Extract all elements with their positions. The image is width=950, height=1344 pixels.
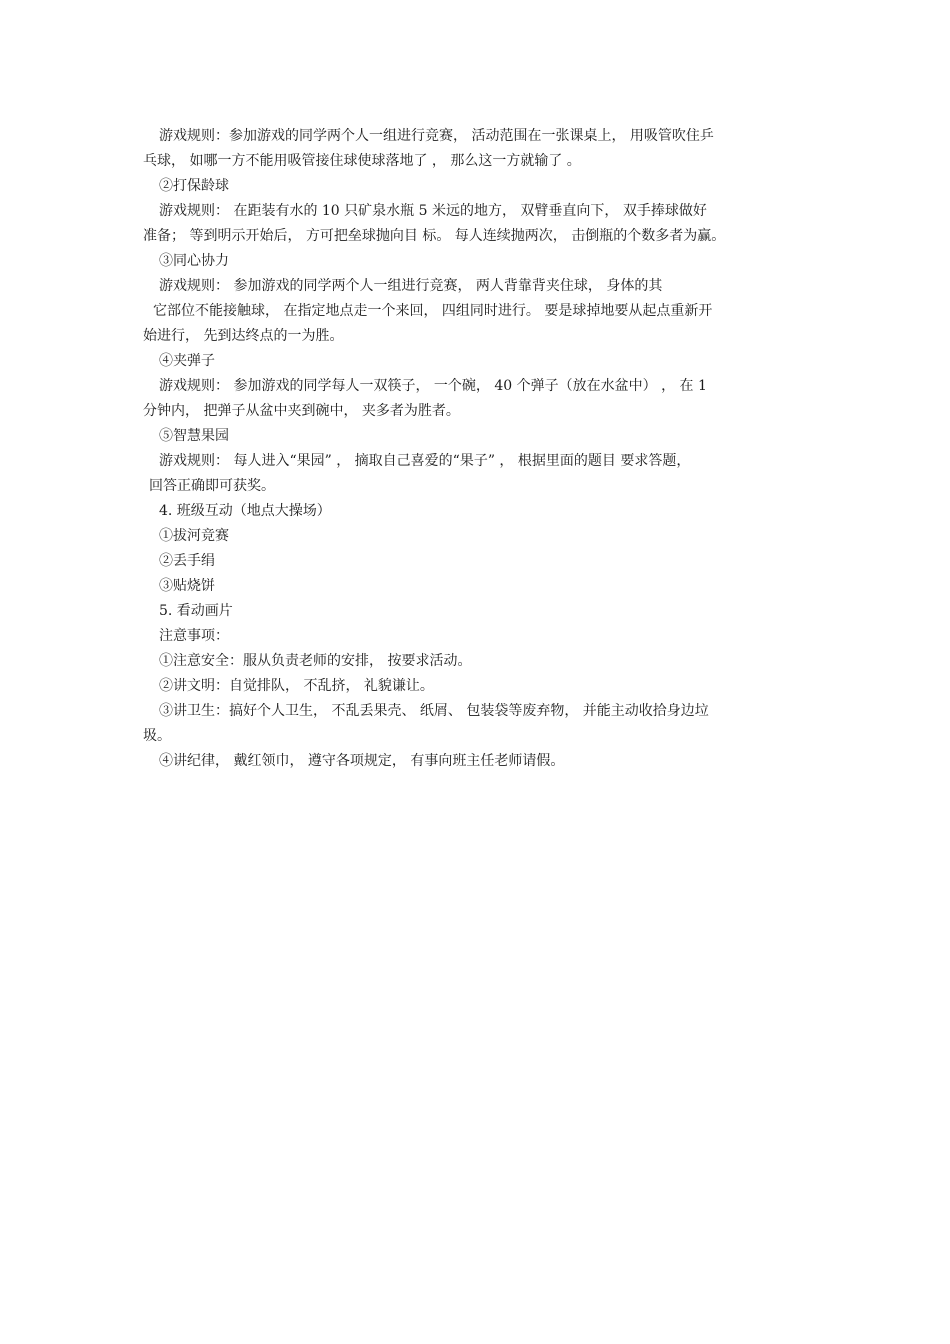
text-line: ③讲卫生：搞好个人卫生， 不乱丢果壳、 纸屑、 包装袋等废弃物， 并能主动收拾身边垃 — [159, 703, 709, 719]
text-line: ④夹弹子 — [159, 353, 215, 369]
text-line: 注意事项： — [159, 628, 229, 644]
text-line: ⑤智慧果园 — [159, 428, 229, 444]
text-line: 5. 看动画片 — [159, 603, 233, 619]
text-line: 游戏规则： 参加游戏的同学每人一双筷子， 一个碗， 40 个弹子（放在水盆中） ， 在 1 — [159, 378, 707, 394]
text-line: 游戏规则： 每人进入“果园” ， 摘取自己喜爱的“果子” ， 根据里面的题目 要求答题， — [159, 453, 691, 469]
text-line: 准备； 等到明示开始后， 方可把垒球抛向目 标。 每人连续抛两次， 击倒瓶的个数多者为赢。 — [143, 228, 726, 244]
text-line: 分钟内， 把弹子从盆中夹到碗中， 夹多者为胜者。 — [143, 403, 460, 419]
text-line: ①拔河竞赛 — [159, 528, 229, 544]
document-body — [143, 124, 833, 774]
text-line: ①注意安全：服从负责老师的安排， 按要求活动。 — [159, 653, 472, 669]
text-line: 始进行， 先到达终点的一为胜。 — [143, 328, 344, 344]
text-line: 4. 班级互动（地点大操场） — [159, 503, 331, 519]
text-line: ②讲文明：自觉排队， 不乱挤， 礼貌谦让。 — [159, 678, 434, 694]
text-line: ④讲纪律， 戴红领巾， 遵守各项规定， 有事向班主任老师请假。 — [159, 753, 565, 769]
text-line: 游戏规则：参加游戏的同学两个人一组进行竞赛， 活动范围在一张课桌上， 用吸管吹住乒 — [159, 128, 714, 144]
text-line: ③贴烧饼 — [159, 578, 215, 594]
text-line: 它部位不能接触球， 在指定地点走一个来回， 四组同时进行。 要是球掉地要从起点重新开 — [153, 303, 713, 319]
text-line: 游戏规则： 在距装有水的 10 只矿泉水瓶 5 米远的地方， 双臂垂直向下， 双手捧球做好 — [159, 203, 707, 219]
text-line: ②丢手绢 — [159, 553, 215, 569]
text-line: 游戏规则： 参加游戏的同学两个人一组进行竞赛， 两人背靠背夹住球， 身体的其 — [159, 278, 663, 294]
text-line: 圾。 — [143, 728, 171, 744]
text-line: 回答正确即可获奖。 — [149, 478, 275, 494]
text-line: ②打保龄球 — [159, 178, 229, 194]
text-line: ③同心协力 — [159, 253, 229, 269]
text-line: 乓球， 如哪一方不能用吸管接住球使球落地了 ， 那么这一方就输了 。 — [143, 153, 581, 169]
